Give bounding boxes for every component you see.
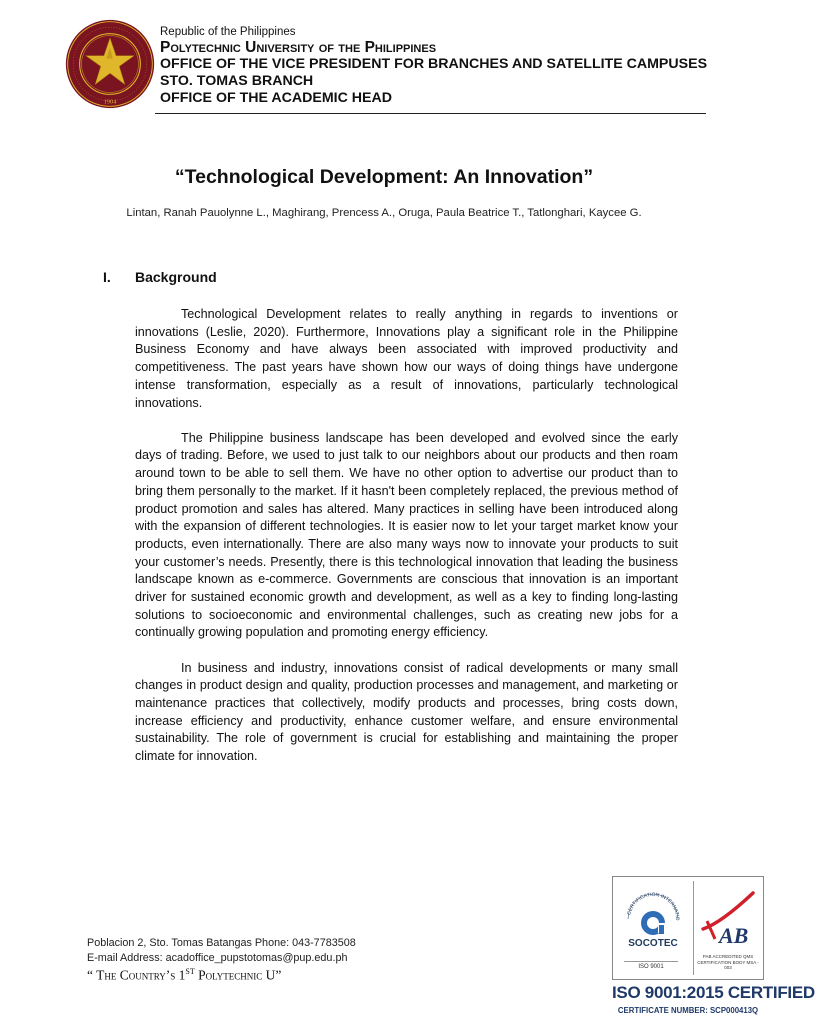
motto-superscript: ST xyxy=(185,967,195,976)
letterhead xyxy=(160,25,707,107)
university-motto xyxy=(87,967,281,984)
office-head: OFFICE OF THE ACADEMIC HEAD xyxy=(160,90,392,106)
pab-accreditation-text: PAB ACCREDITED QMS CERTIFICATION BODY MSA - 003 xyxy=(697,954,759,970)
document-body xyxy=(135,306,678,783)
certificate-number: CERTIFICATE NUMBER: SCP000413Q xyxy=(617,1006,759,1015)
paragraph: In business and industry, innovations consist of radical developments or many small changes in product design and quality, production processes and management, and marketing or maintenance practices that collectively, modify products and processes, bring costs down, increase efficiency and productivity, enhance customer welfare, and ensure environmental sustainability. The role of government is crucial for establishing and maintaining the proper climate for innovation. xyxy=(135,660,678,764)
footer-address: Poblacion 2, Sto. Tomas Batangas Phone: 043-7783508 xyxy=(87,937,356,949)
paragraph: The Philippine business landscape has been developed and evolved since the early days of trading. Before, we used to just talk to our neighbors about our products and then roam around town to be able to sell them. We have no other option to advertise our product than to bring them personally to the market. If it hasn't been completely replaced, the previous method of product promotion and sales has altered. Many practices in selling have been introduced along with the expansion of different technologies. It is easier now to let your target market know your products, even internationally. There are also many ways now to innovate your products to suit your customer’s needs. Presently, there is this technological innovation that leading the business landscape known as e-commerce. Governments are conscious that innovation is an important driver for sustained economic growth and development, as well as a key to finding long-lasting solutions to socioeconomic and environmental challenges, such as creating new jobs for a continually growing population and promoting energy efficiency. xyxy=(135,430,678,640)
paragraph: Technological Development relates to really anything in regards to inventions or innovations (Leslie, 2020). Furthermore, Innovations play a significant role in the Philippine Business Economy and have always been associated with improved productivity and competitiveness. The past years have shown how our ways of doing things have undergone intense transformation, especially as a result of innovations, particularly technological innovations. xyxy=(135,307,678,410)
university-name: Polytechnic University of the Philippines xyxy=(160,39,437,56)
authors-line: Lintan, Ranah Pauolynne L., Maghirang, Prencess A., Oruga, Paula Beatrice T., Tatlonghari, Kaycee G. xyxy=(126,207,642,219)
university-seal xyxy=(64,18,156,110)
section-heading: Background xyxy=(135,269,217,285)
branch-name: STO. TOMAS BRANCH xyxy=(160,73,314,89)
header-divider xyxy=(155,113,706,114)
socotec-iso: ISO 9001 xyxy=(624,961,678,970)
document-title: “Technological Development: An Innovation” xyxy=(174,166,594,188)
footer-email: E-mail Address: acadoffice_pupstotomas@pup.edu.ph xyxy=(87,952,348,964)
office-vp: OFFICE OF THE VICE PRESIDENT FOR BRANCHES AND SATELLITE CAMPUSES xyxy=(160,56,708,72)
socotec-label: SOCOTEC xyxy=(628,938,678,949)
motto-prefix: “ The Country’s 1 xyxy=(87,967,186,983)
footer-contact xyxy=(87,936,356,966)
pab-logo-text: AB xyxy=(719,923,749,948)
motto-suffix: Polytechnic U” xyxy=(194,967,282,983)
seal-year: 1904 xyxy=(103,98,117,106)
badge-divider xyxy=(693,881,694,975)
section-number: I. xyxy=(103,269,111,285)
socotec-arc-text: CERTIFICATION INTERNATIO xyxy=(626,891,681,921)
country-label: Republic of the Philippines xyxy=(160,26,296,38)
iso-certified-label: ISO 9001:2015 CERTIFIED xyxy=(612,983,815,1002)
